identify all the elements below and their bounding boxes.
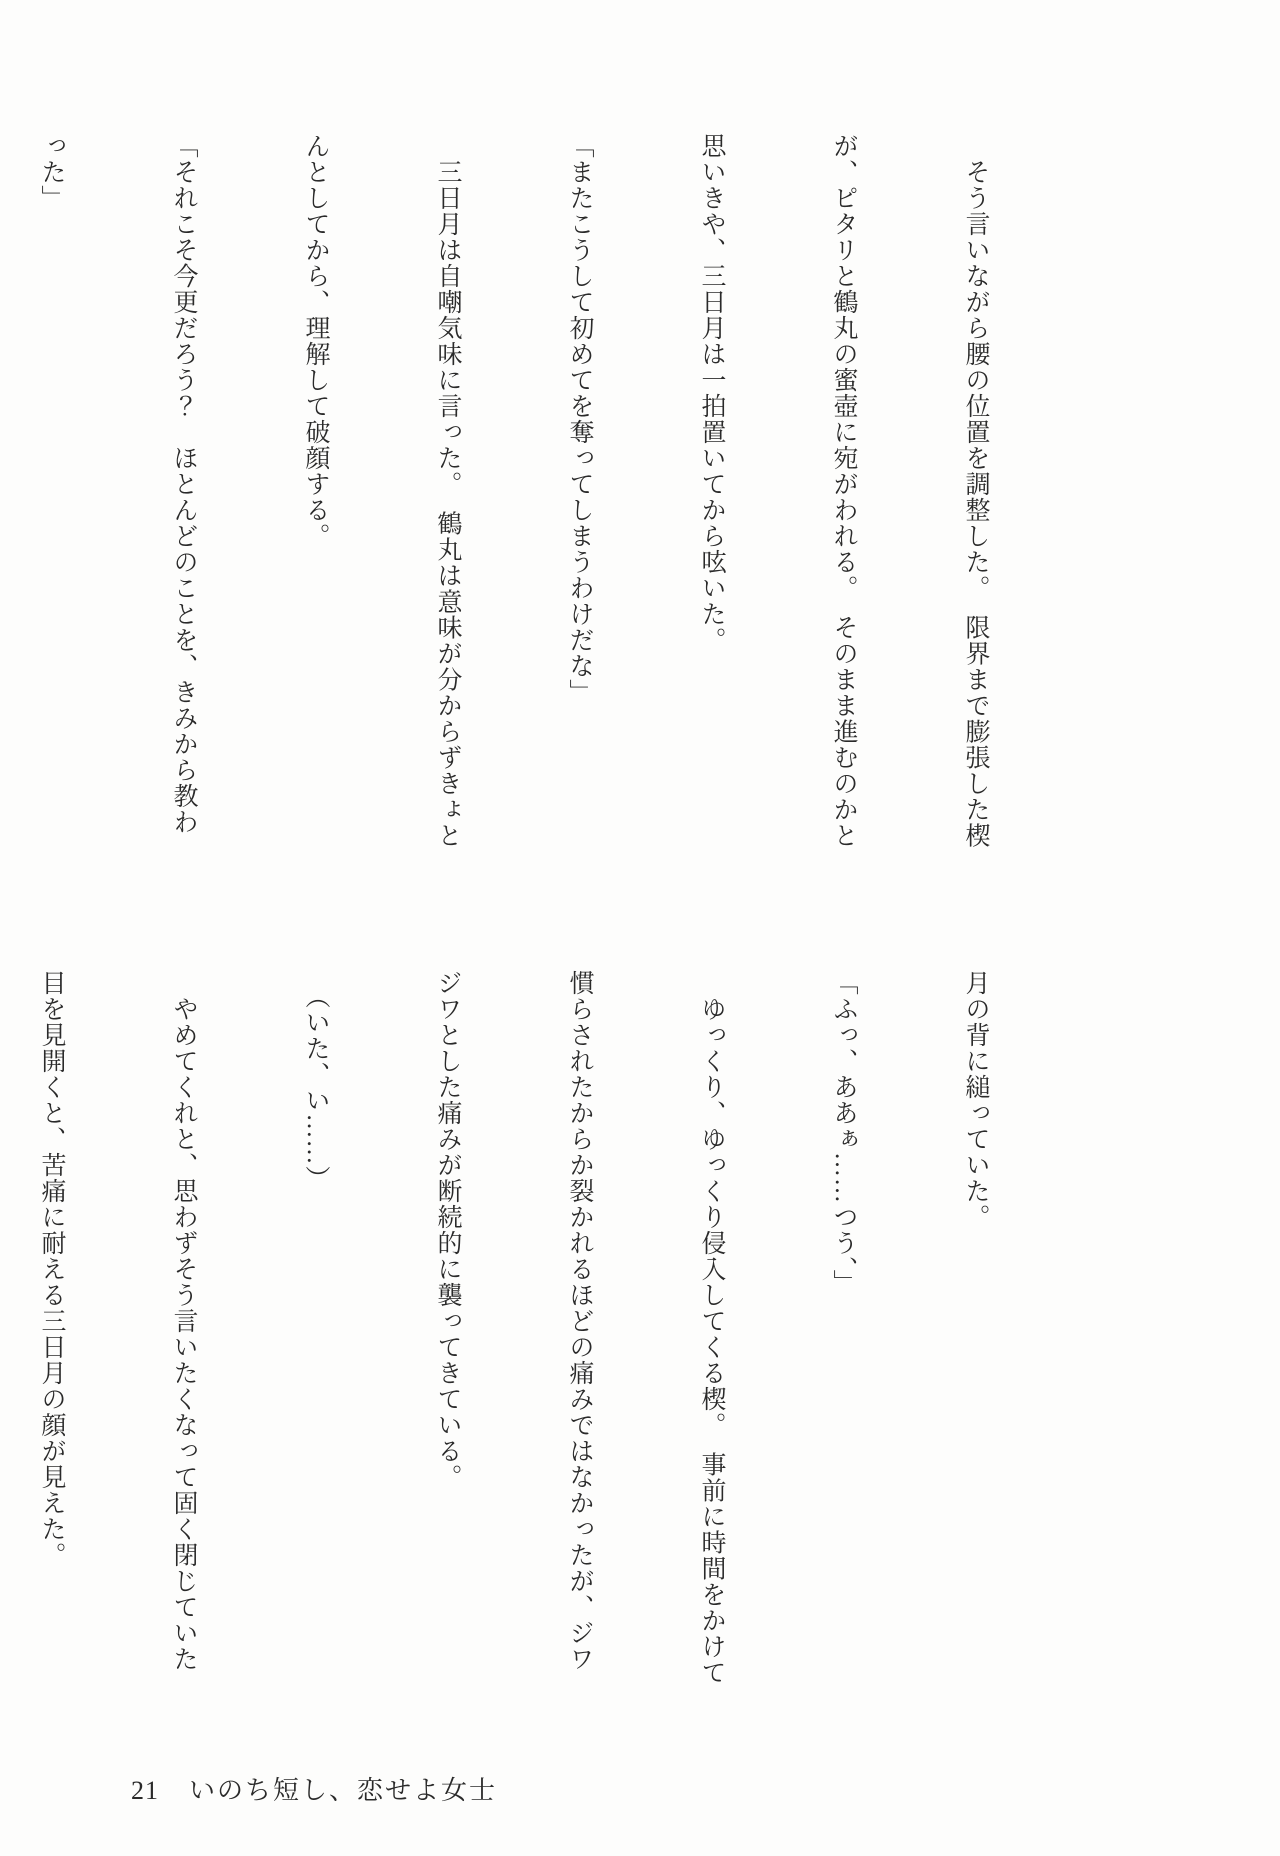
text-block-bottom <box>0 970 1085 1732</box>
page-number: 21 <box>131 1776 159 1805</box>
text-column: （いた、い……） <box>302 970 329 1192</box>
text-column: 慣らされたからか裂かれるほどの痛みではなかったが、ジワ <box>566 970 593 1672</box>
text-column: そう言いながら腰の位置を調整した。 限界まで膨張した楔 <box>962 133 989 849</box>
text-column: んとしてから、理解して破顔する。 <box>302 133 329 549</box>
text-column: った」 <box>38 133 65 211</box>
text-column: 目を見開くと、苦痛に耐える三日月の顔が見えた。 <box>38 970 65 1568</box>
text-column: 「またこうして初めてを奪ってしまうわけだな」 <box>566 133 593 705</box>
text-column: 三日月は自嘲気味に言った。 鶴丸は意味が分からずきょと <box>434 133 461 849</box>
running-title: いのち短し、恋せよ女士 <box>189 1776 498 1805</box>
text-column: 思いきや、三日月は一拍置いてから呟いた。 <box>698 133 725 653</box>
text-column: が、ピタリと鶴丸の蜜壺に宛がわれる。 そのまま進むのかと <box>830 133 857 849</box>
page-footer <box>97 1740 497 1837</box>
text-column: やめてくれと、思わずそう言いたくなって固く閉じていた <box>170 970 197 1672</box>
text-block-top <box>0 133 1085 895</box>
text-column: 「ふっ、ああぁ……つう、」 <box>830 970 857 1296</box>
text-column: 「それこそ今更だろう？ ほとんどのことを、きみから教わ <box>170 133 197 835</box>
text-column: 月の背に縋っていた。 <box>962 970 989 1230</box>
text-column: ジワとした痛みが断続的に襲ってきている。 <box>434 970 461 1490</box>
text-column: ゆっくり、ゆっくり侵入してくる楔。 事前に時間をかけて <box>698 970 725 1686</box>
